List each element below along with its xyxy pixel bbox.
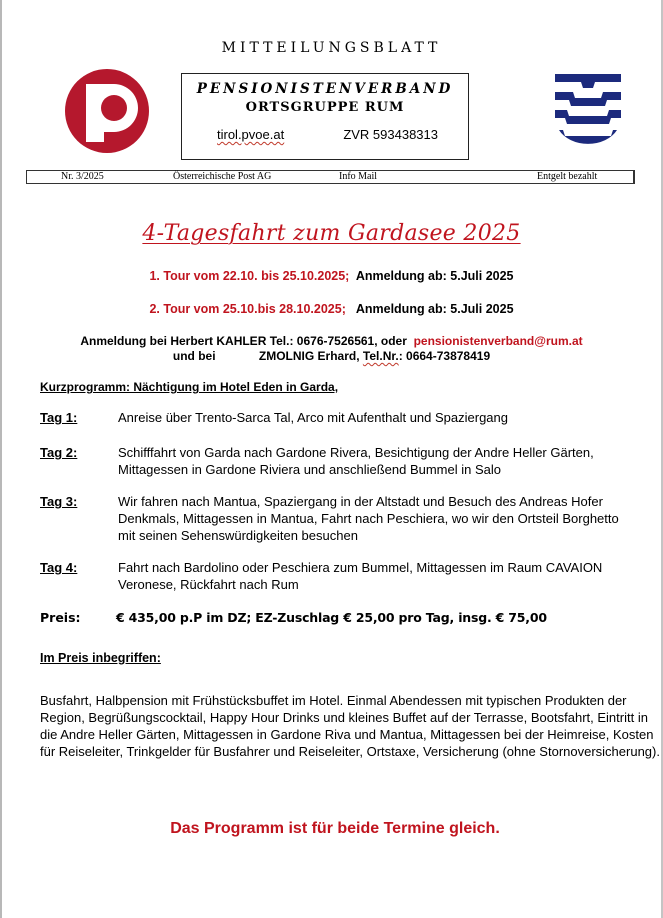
day-description: Anreise über Trento-Sarca Tal, Arco mit Aufenthalt und Spaziergang [118, 410, 508, 425]
contact-and: und bei [172, 349, 216, 363]
tour-1-registration: Anmeldung ab: 5.Juli 2025 [355, 269, 514, 283]
day-description: Schifffahrt von Garda nach Gardone Rivera, Besichtigung der Andre Heller Gärten, Mittagessen in Gardone Riviera und anschließend Bummel in Salo [118, 445, 594, 477]
contact-line-1 [0, 334, 663, 348]
contact-tel: : 0664-73878419 [398, 349, 491, 363]
included-text: Busfahrt, Halbpension mit Frühstücksbuffet im Hotel. Einmal Abendessen mit typischen Produkten der Region, Begrüßungscocktail, Happy Hour Drinks und kleines Buffet auf der Terrasse, Bootsfahrt, Eintritt in die Andre Heller Gärten, Mittagessen in Gardone Riva und Mantua, Mittagessen bei der Heimreise, Kosten für Reiseleiter, Trinkgelder für Busfahrer und Reiseleiter, Ortstaxe, Versicherung (ohne Stornoversicherung). [40, 693, 660, 759]
page-title: 4-Tagesfahrt zum Gardasee 2025 [142, 221, 521, 246]
contact-zmolnig: ZMOLNIG Erhard, [258, 349, 360, 363]
day-label: Tag 2: [40, 445, 78, 460]
day-label: Tag 1: [40, 410, 78, 425]
issue-number: Nr. 3/2025 [61, 171, 104, 182]
contact-line-2 [0, 349, 663, 363]
municipal-crest-logo [553, 70, 623, 156]
zvr-number: ZVR 593438313 [343, 127, 438, 142]
website-link[interactable]: tirol.pvoe.at [217, 127, 285, 142]
crest-base [559, 130, 617, 144]
day-description: Wir fahren nach Mantua, Spaziergang in der Altstadt und Besuch des Andreas Hofer Denkmals, Mittagessen in Mantua, Fahrt nach Peschiera, wo wir den Ortsteil Borghetto mit seinen Sehenswürdigkeiten besuchen [118, 494, 619, 543]
program-heading: Kurzprogramm: Nächtigung im Hotel Eden in Garda, [40, 380, 339, 394]
pvoe-logo [64, 68, 150, 154]
included-heading: Im Preis inbegriffen: [40, 651, 161, 665]
day-label: Tag 3: [40, 494, 78, 509]
tour-1-dates: 1. Tour vom 22.10. bis 25.10.2025; [149, 269, 350, 283]
contact-tel-label: Tel.Nr. [362, 349, 399, 363]
organization-name: PENSIONISTENVERBAND [196, 81, 454, 97]
tour-2-line [0, 302, 663, 316]
tour-2-registration: Anmeldung ab: 5.Juli 2025 [355, 302, 514, 316]
contact-kahler: Anmeldung bei Herbert KAHLER Tel.: 0676-7526561, oder [80, 334, 407, 348]
masthead-title: MITTEILUNGSBLATT [221, 40, 442, 56]
crest-band-2 [555, 92, 621, 106]
day-description: Fahrt nach Bardolino oder Peschiera zum Bummel, Mittagessen im Raum CAVAION Veronese, Rückfahrt nach Rum [118, 560, 603, 592]
postal-info-bar [26, 170, 635, 184]
logo-p-hole [101, 95, 127, 121]
closing-note: Das Programm ist für beide Termine gleich. [170, 820, 500, 837]
postage-paid: Entgelt bezahlt [537, 171, 598, 182]
page-border-left [0, 0, 2, 918]
tour-2-dates: 2. Tour vom 25.10.bis 28.10.2025; [149, 302, 346, 316]
organization-box [181, 73, 469, 160]
postal-service: Österreichische Post AG [173, 171, 272, 182]
crest-band-3 [555, 110, 621, 124]
crest-band-1 [555, 74, 621, 88]
contact-email[interactable]: pensionistenverband@rum.at [413, 334, 583, 348]
mail-type: Info Mail [339, 171, 378, 182]
organization-subtitle: ORTSGRUPPE RUM [245, 100, 405, 115]
day-label: Tag 4: [40, 560, 78, 575]
price-label: Preis: [40, 610, 81, 625]
tour-1-line [0, 269, 663, 283]
price-details: € 435,00 p.P im DZ; EZ-Zuschlag € 25,00 pro Tag, insg. € 75,00 [116, 610, 547, 625]
